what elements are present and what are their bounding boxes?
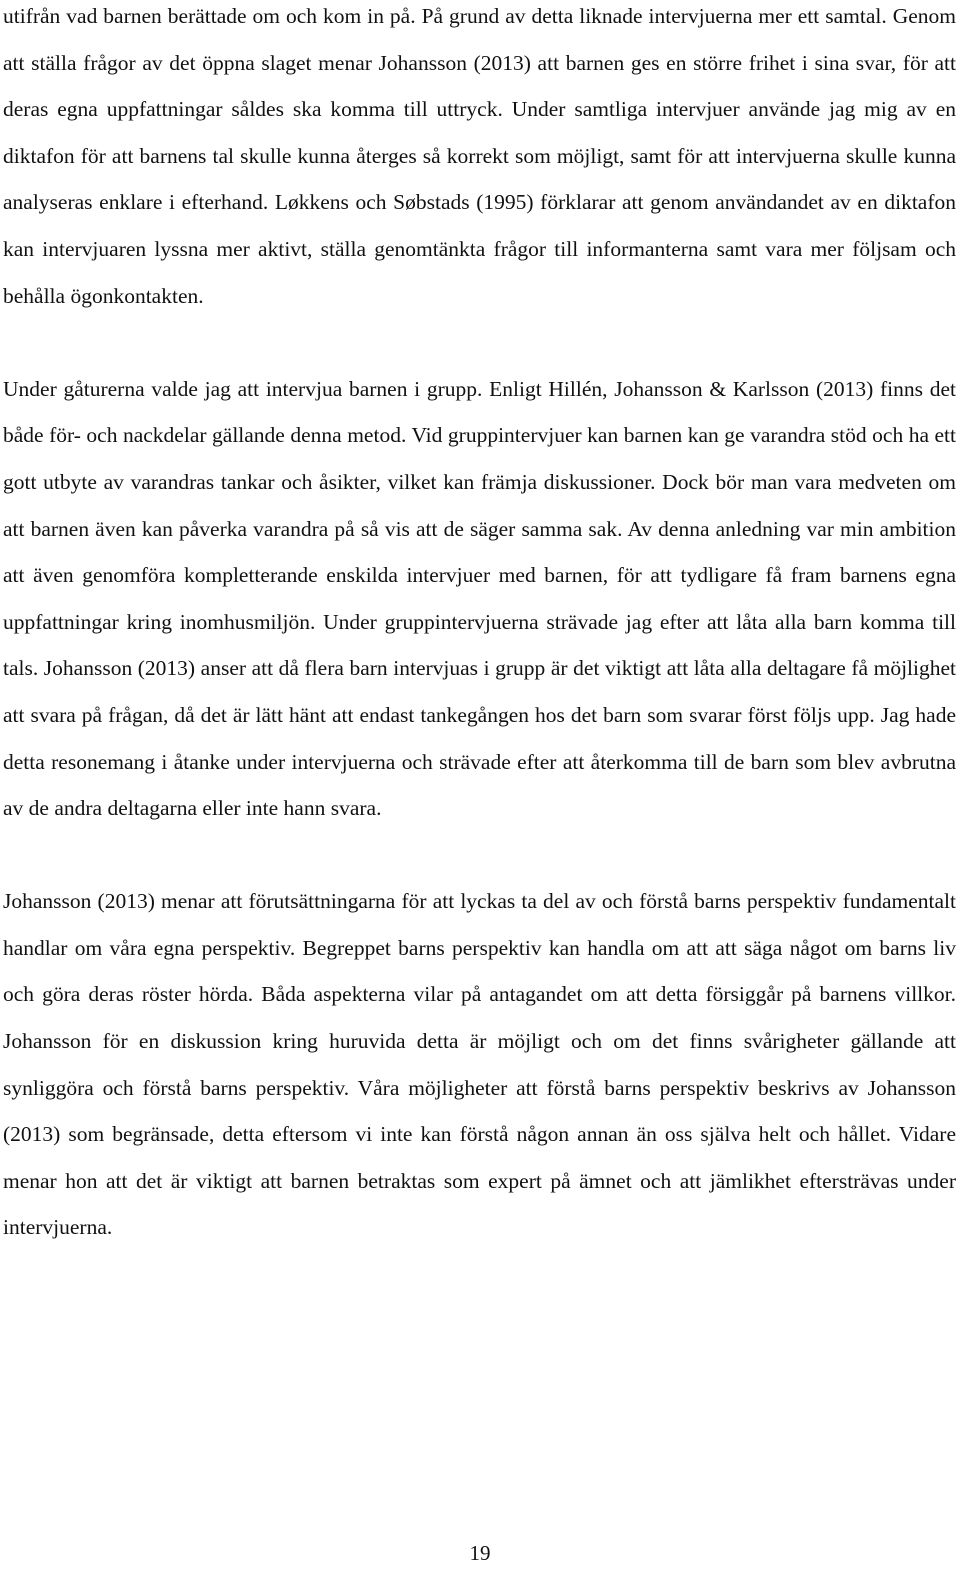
paragraph-childrens-perspective: Johansson (2013) menar att förutsättningarna för att lyckas ta del av och förstå barns perspektiv fundamentalt handlar om våra egna perspektiv. Begreppet barns perspektiv kan handla om att att säga något om barns liv och göra deras röster hörda. Båda aspekterna vilar på antagandet om att detta försiggår på barnens villkor. Johansson för en diskussion kring huruvida detta är möjligt och om det finns svårigheter gällande att synliggöra och förstå barns perspektiv. Våra möjligheter att förstå barns perspektiv beskrivs av Johansson (2013) som begränsade, detta eftersom vi inte kan förstå någon annan än oss själva helt och hållet. Vidare menar hon att det är viktigt att barnen betraktas som expert på ämnet och att jämlikhet eftersträvas under intervjuerna. — [3, 889, 956, 1240]
body-text — [3, 0, 956, 1251]
paragraph-group-interviews: Under gåturerna valde jag att intervjua barnen i grupp. Enligt Hillén, Johansson & Karlsson (2013) finns det både för- och nackdelar gällande denna metod. Vid gruppintervjuer kan barnen kan ge varandra stöd och ha ett gott utbyte av varandras tankar och åsikter, vilket kan främja diskussioner. Dock bör man vara medveten om att barnen även kan påverka varandra på så vis att de säger samma sak. Av denna anledning var min ambition att även genomföra kompletterande enskilda intervjuer med barnen, för att tydligare få fram barnens egna uppfattningar kring inomhusmiljön. Under gruppintervjuerna strävade jag efter att låta alla barn komma till tals. Johansson (2013) anser att då flera barn intervjuas i grupp är det viktigt att låta alla deltagare få möjlighet att svara på frågan, då det är lätt hänt att endast tankegången hos det barn som svarar först följs upp. Jag hade detta resonemang i åtanke under intervjuerna och strävade efter att återkomma till de barn som blev avbrutna av de andra deltagarna eller inte hann svara. — [3, 376, 956, 821]
paragraph-interview-method: utifrån vad barnen berättade om och kom in på. På grund av detta liknade intervjuerna mer ett samtal. Genom att ställa frågor av det öppna slaget menar Johansson (2013) att barnen ges en större frihet i sina svar, för att deras egna uppfattningar såldes ska komma till uttryck. Under samtliga intervjuer använde jag mig av en diktafon för att barnens tal skulle kunna återges så korrekt som möjligt, samt för att intervjuerna skulle kunna analyseras enklare i efterhand. Løkkens och Søbstads (1995) förklarar att genom användandet av en diktafon kan intervjuaren lyssna mer aktivt, ställa genomtänkta frågor till informanterna samt vara mer följsam och behålla ögonkontakten. — [3, 4, 956, 308]
page-number: 19 — [469, 1541, 491, 1565]
